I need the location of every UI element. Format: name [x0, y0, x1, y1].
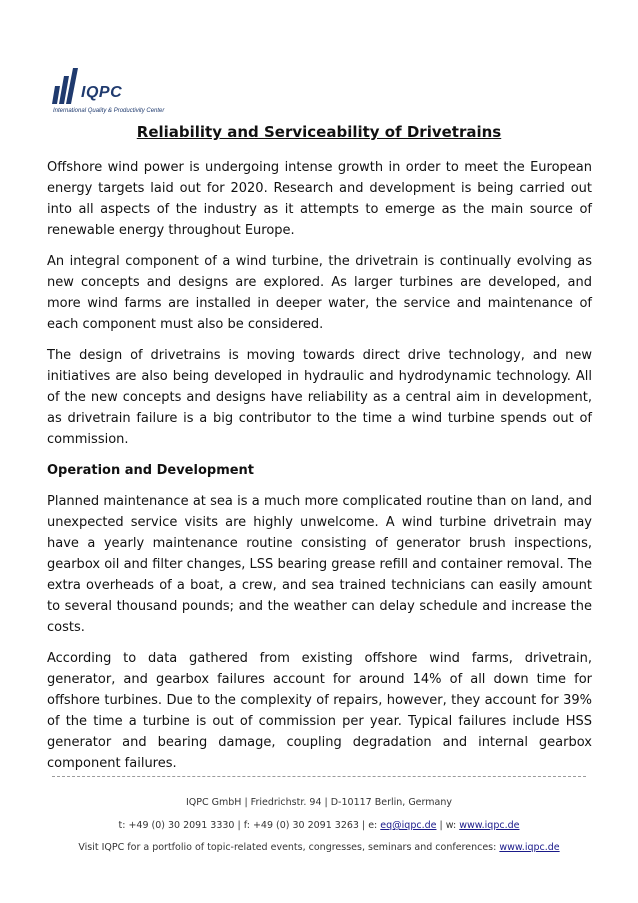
footer-contact-prefix: t: +49 (0) 30 2091 3330 | f: +49 (0) 30 2091 3263 | e:	[118, 820, 381, 831]
page-title: Reliability and Serviceability of Drivetrains	[136, 123, 502, 141]
footer-email-link[interactable]: eq@iqpc.de	[380, 820, 437, 831]
footer-website-link[interactable]: www.iqpc.de	[459, 820, 520, 831]
logo-name: IQPC	[81, 84, 123, 101]
paragraph-drivetrain: An integral component of a wind turbine, the drivetrain is continually evolving as new concepts and designs are explored. As larger turbines are developed, and more wind farms are installed in deeper water, the service and maintenance of each component must also be considered.	[47, 254, 592, 332]
paragraph-failures: According to data gathered from existing offshore wind farms, drivetrain, generator, and gearbox failures account for around 14% of all down time for offshore turbines. Due to the complexity of repairs, however, they account for 39% of the time a turbine is out of commission per year. Typical failures include HSS generator and bearing damage, coupling degradation and internal gearbox component failures.	[47, 651, 592, 771]
paragraph-design: The design of drivetrains is moving towards direct drive technology, and new initiatives are also being developed in hydraulic and hydrodynamic technology. All of the new concepts and designs have reliability as a central aim in development, as drivetrain failure is a big contributor to the time a wind turbine spends out of commission.	[47, 348, 592, 447]
footer-contact	[0, 820, 638, 831]
document-body	[47, 157, 592, 784]
footer-divider	[52, 776, 586, 777]
paragraph-intro: Offshore wind power is undergoing intense growth in order to meet the European energy targets laid out for 2020. Research and development is being carried out into all aspects of the industry as it attempts to emerge as the main source of renewable energy throughout Europe.	[47, 160, 592, 238]
footer-visit-text: Visit IQPC for a portfolio of topic-related events, congresses, seminars and conferences:	[78, 842, 500, 853]
paragraph-maintenance: Planned maintenance at sea is a much more complicated routine than on land, and unexpected service visits are highly unwelcome. A wind turbine drivetrain may have a yearly maintenance routine consisting of generator brush inspections, gearbox oil and filter changes, LSS bearing grease refill and container removal. The extra overheads of a boat, a crew, and sea trained technicians can easily amount to several thousand pounds; and the weather can delay schedule and increase the costs.	[47, 494, 592, 635]
logo-tagline: International Quality & Productivity Center	[53, 108, 165, 114]
footer-address: IQPC GmbH | Friedrichstr. 94 | D-10117 Berlin, Germany	[185, 797, 452, 808]
footer-visit	[0, 842, 638, 853]
footer-visit-link[interactable]: www.iqpc.de	[499, 842, 560, 853]
footer-contact-mid: | w:	[436, 820, 460, 831]
section-heading: Operation and Development	[47, 463, 255, 478]
